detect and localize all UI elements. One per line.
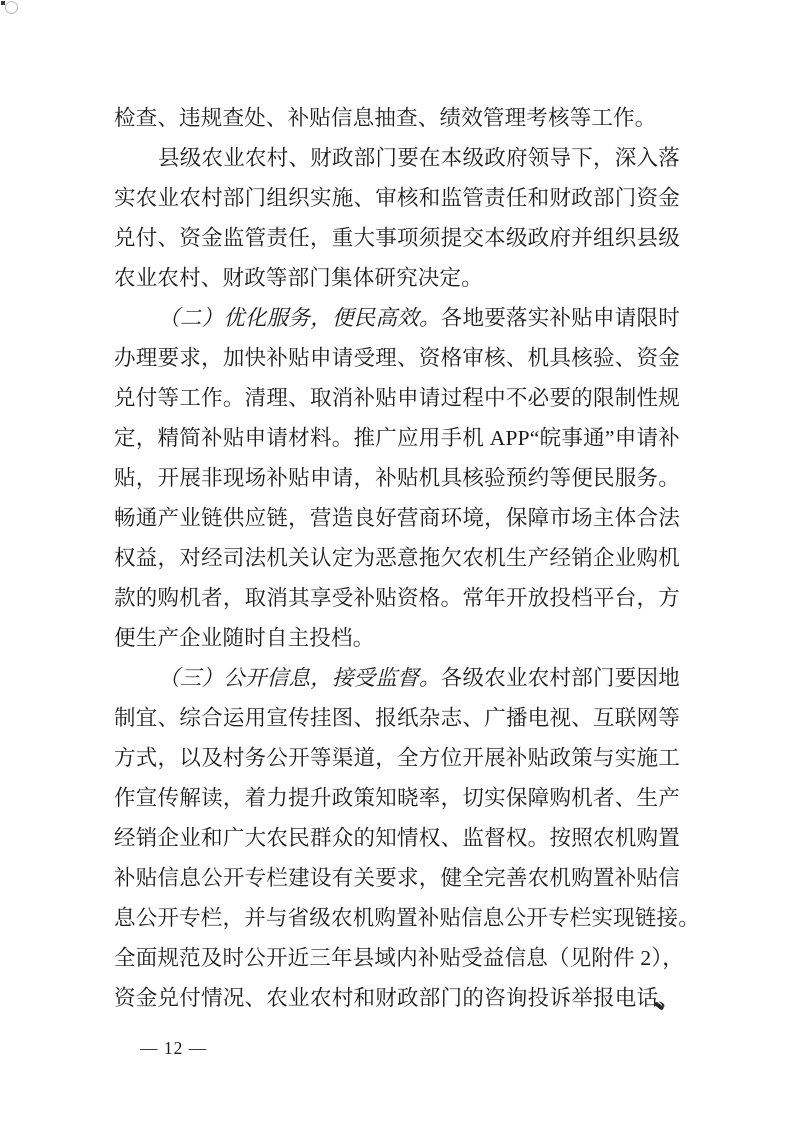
document-body [114,98,700,1018]
line-text: 兑付、资金监管责任，重大事项须提交本级政府并组织县级 [114,226,680,250]
line-text: 息公开专栏，并与省级农机购置补贴信息公开专栏实现链接。 [114,906,700,930]
section-heading: （二）优化服务，便民高效。 [158,306,441,330]
line-text: 便生产企业随时自主投档。 [114,626,375,650]
line-text: 农业农村、财政等部门集体研究决定。 [114,266,483,290]
line-text: 畅通产业链供应链，营造良好营商环境，保障市场主体合法 [114,506,680,530]
text-line [114,858,680,898]
line-text: 县级农业农村、财政部门要在本级政府领导下，深入落 [158,146,680,170]
text-line [114,538,680,578]
text-line [114,178,680,218]
text-line [114,418,680,458]
line-text: 款的购机者，取消其享受补贴资格。常年开放投档平台，方 [114,586,680,610]
text-line [114,618,680,658]
text-line [114,938,684,978]
text-line [114,658,680,698]
line-text: 检查、违规查处、补贴信息抽查、绩效管理考核等工作。 [114,106,657,130]
line-text: 全面规范及时公开近三年县域内补贴受益信息（见附件 2）， [114,946,684,970]
line-text: 作宣传解读，着力提升政策知晓率，切实保障购机者、生产 [114,786,680,810]
text-line [114,338,680,378]
line-text: 兑付等工作。清理、取消补贴申请过程中不必要的限制性规 [114,386,680,410]
line-text: 经销企业和广大农民群众的知情权、监督权。按照农机购置 [114,826,680,850]
text-line [114,458,680,498]
text-line [114,578,680,618]
text-line [114,898,700,938]
text-line [114,818,680,858]
line-text: 资金兑付情况、农业农村和财政部门的咨询投诉举报电话、 [114,986,680,1010]
text-line [114,978,680,1018]
scan-artifact-ring [5,1,18,14]
section-heading: （三）公开信息，接受监督。 [158,666,441,690]
text-line [114,258,680,298]
text-line [114,218,680,258]
text-line [114,138,680,178]
text-line [114,738,680,778]
text-line [114,498,680,538]
text-line [114,298,680,338]
page-number: — 12 — [140,1038,208,1058]
text-line [114,378,680,418]
line-text: 权益，对经司法机关认定为恶意拖欠农机生产经销企业购机 [114,546,680,570]
line-text: 制宜、综合运用宣传挂图、报纸杂志、广播电视、互联网等 [114,706,680,730]
text-line [114,698,680,738]
text-line [114,98,680,138]
text-line [114,778,680,818]
line-text: 定，精简补贴申请材料。推广应用手机 APP“皖事通”申请补 [114,426,680,450]
line-text: 贴，开展非现场补贴申请，补贴机具核验预约等便民服务。 [114,466,680,490]
line-text: 实农业农村部门组织实施、审核和监管责任和财政部门资金 [114,186,680,210]
line-text: 办理要求，加快补贴申请受理、资格审核、机具核验、资金 [114,346,680,370]
line-text: 各级农业农村部门要因地 [440,666,680,690]
line-text: 方式，以及村务公开等渠道，全方位开展补贴政策与实施工 [114,746,680,770]
line-text: 补贴信息公开专栏建设有关要求，健全完善农机购置补贴信 [114,866,680,890]
line-text: 各地要落实补贴申请限时 [440,306,680,330]
